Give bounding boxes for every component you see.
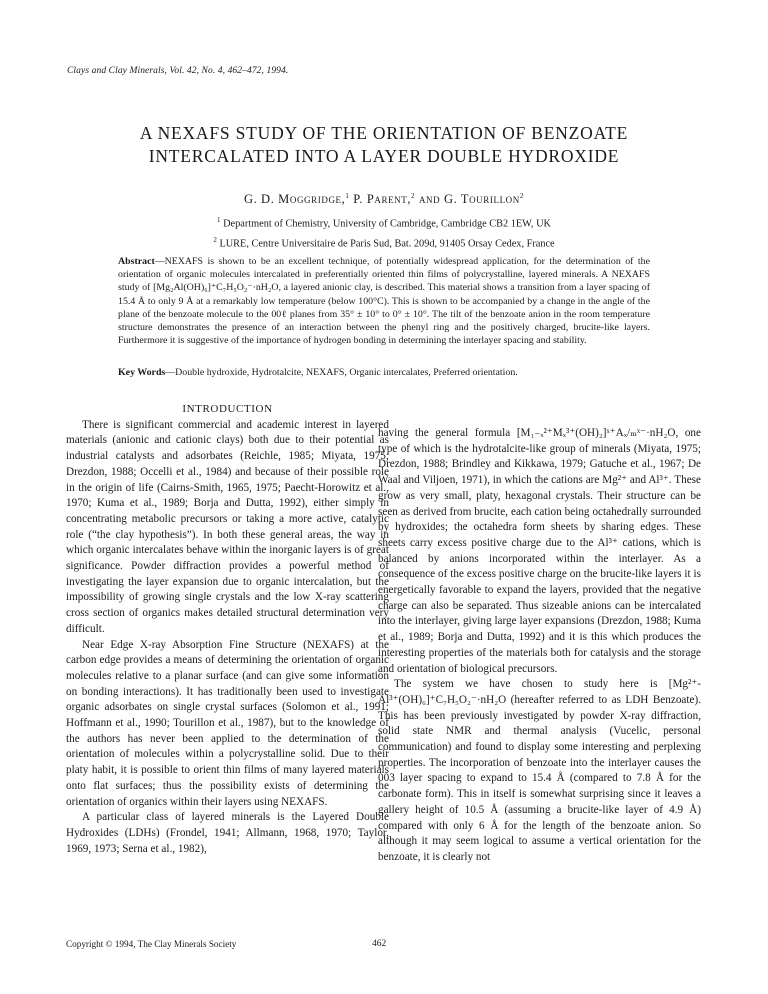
author-and: and [418,192,441,207]
abstract-label: Abstract [118,256,155,267]
author-1-affil: 1 [345,192,350,200]
affiliations [70,212,698,253]
author-2-affil: 2 [411,192,416,200]
abstract [118,255,650,347]
paragraph: Near Edge X-ray Absorption Fine Structure (NEXAFS) at the carbon edge provides a means of determining the orientation of organic molecules relative to a planar surface (and can give some information on bonding interactions). It has traditionally been used to investigate organic adsorbates on single crystal surfaces (Solomon et al., 1991; Hoffmann et al., 1990; Tourillon et al., 1987), but to the knowledge of the authors has never been applied to the determination of the orientation of molecules within a polycrystalline solid. Due to their platy habit, it is possible to orient thin films of many layered materials onto flat surfaces; thus the possibility exists of determining the orientation of organics within their layers using NEXAFS. [66,638,389,808]
keywords-label: Key Words [118,367,166,378]
section-heading-introduction: INTRODUCTION [182,403,273,415]
journal-citation: Clays and Clay Minerals, Vol. 42, No. 4, 462–472, 1994. [67,66,289,76]
paragraph: A particular class of layered minerals is the Layered Double Hydroxides (LDHs) (Frondel, 1941; Allmann, 1968, 1970; Taylor, 1969, 1973; Serna et al., 1982), [66,811,389,855]
affiliation-2-marker: 2 [213,236,217,245]
author-3: G. Tourillon [444,192,520,207]
author-3-affil: 2 [519,192,524,200]
affiliation-1-text: Department of Chemistry, University of Cambridge, Cambridge CB2 1EW, UK [223,218,551,230]
title-line-1: A NEXAFS STUDY OF THE ORIENTATION OF BENZOATE [139,123,629,143]
affiliation-2-text: LURE, Centre Universitaire de Paris Sud, Bat. 209d, 91405 Orsay Cedex, France [219,238,555,250]
title-line-2: INTERCALATED INTO A LAYER DOUBLE HYDROXIDE [148,146,620,166]
author-1: G. D. Moggridge, [243,192,346,207]
abstract-text: —NEXAFS is shown to be an excellent technique, of potentially widespread application, for the determination of the orientation of organic molecules intercalated in preferentially oriented thin films of polycrystalline, layered minerals. A NEXAFS study of [Mg₂Al(OH)₆]⁺C₇H₅O₂⁻·nH₂O, a layered anionic clay, is described. This material shows a transition from a layer spacing of 15.4 Å to only 9 Å at a remarkably low temperature (below 100°C). This is shown to be accompanied by a change in the angle of the plane of the benzoate molecule to the 00ℓ planes from 35° ± 10° to 0° ± 10°. The tilt of the benzoate anion in the room temperature structure demonstrates the presence of an interaction between the phenyl ring and the positively charged, brucite-like layers. Furthermore it is suggestive of the importance of hydrogen bonding in determining the interlayer spacing and stability. [118,256,650,347]
paragraph: There is significant commercial and academic interest in layered materials (anionic and cationic clays) both due to their potential as industrial catalysts and adsorbates (Reichle, 1985; Miyata, 1975; Drezdon, 1988; Occelli et al., 1984) and because of their possible role in the origin of life (Cairns-Smith, 1965, 1975; Paecht-Horowitz et al., 1970; Kuma et al., 1989; Borja and Dutta, 1992), either simply in concentrating metabolic precursors or taking a more active, catalytic role (“the clay hypothesis”). In both these general areas, the way in which organic intercalates behave within the inorganic layers is of great significance. Powder diffraction provides a powerful method of investigating the layer expansion due to organic intercalation, but the impossibility of growing single crystals and the low X-ray scattering cross section of organics makes detailed structural determination very difficult. [66,418,389,635]
paragraph: The system we have chosen to study here is [Mg²⁺-Al³⁺(OH)₆]⁺C₇H₅O₂⁻·nH₂O (hereafter referred to as LDH Benzoate). This has been previously investigated by powder X-ray diffraction, solid state NMR and thermal analysis (Vucelic, personal communication) and found to display some interesting and perplexing properties. The incorporation of benzoate into the interlayer causes the 003 layer spacing to expand to 15.4 Å (compared to 7.8 Å for the carbonate form). This in itself is somewhat surprising since it leaves a gallery height of 10.5 Å (assuming a brucite-like layer of 4.9 Å) compared with only 6 Å for the length of the benzoate anion. So although it may seem logical to assume a vertical orientation for the benzoate, it is clearly not [378,678,701,863]
keywords-text: —Double hydroxide, Hydrotalcite, NEXAFS, Organic intercalates, Preferred orientation. [165,367,518,378]
author-list [80,192,688,207]
author-2: P. Parent, [353,192,412,207]
right-column [378,426,701,866]
affiliation-1 [70,212,698,232]
affiliation-1-marker: 1 [217,216,221,224]
page-number: 462 [372,939,387,949]
copyright-notice: Copyright © 1994, The Clay Minerals Society [66,939,237,949]
paragraph: having the general formula [M₁₋ₓ²⁺Mₓ³⁺(OH)₂]ˣ⁺Aₓ/ₘˣ⁻·nH₂O, one type of which is the hydrotalcite-like group of minerals (Miyata, 1975; Drezdon, 1988; Brindley and Kikkawa, 1979; Gatuche et al., 1967; De Waal and Viljoen, 1971), in which the cations are Mg²⁺ and Al³⁺. These grow as very small, platy, hexagonal crystals. Their structure can be seen as derived from brucite, each cation being octahedrally surrounded by hydroxides; the octahedra form sheets by sharing edges. These sheets carry excess positive charge due to the Al³⁺ cations, which is balanced by anions incorporated within the interlayer. As a consequence of the excess positive charge on the brucite-like layers it is energetically favorable to expand the layers, provided that the negative charge can also be separated. Thus sizeable anions can be intercalated into the interlayer, giving large layer expansions (Drezdon, 1988; Kuma et al., 1989; Borja and Dutta, 1992) and it is this which produces the interesting properties of the materials both for catalysis and the storage and orientation of biological precursors. [378,427,701,675]
keywords [118,366,678,379]
article-title [70,122,698,168]
left-column [66,402,389,857]
affiliation-2 [70,232,698,252]
